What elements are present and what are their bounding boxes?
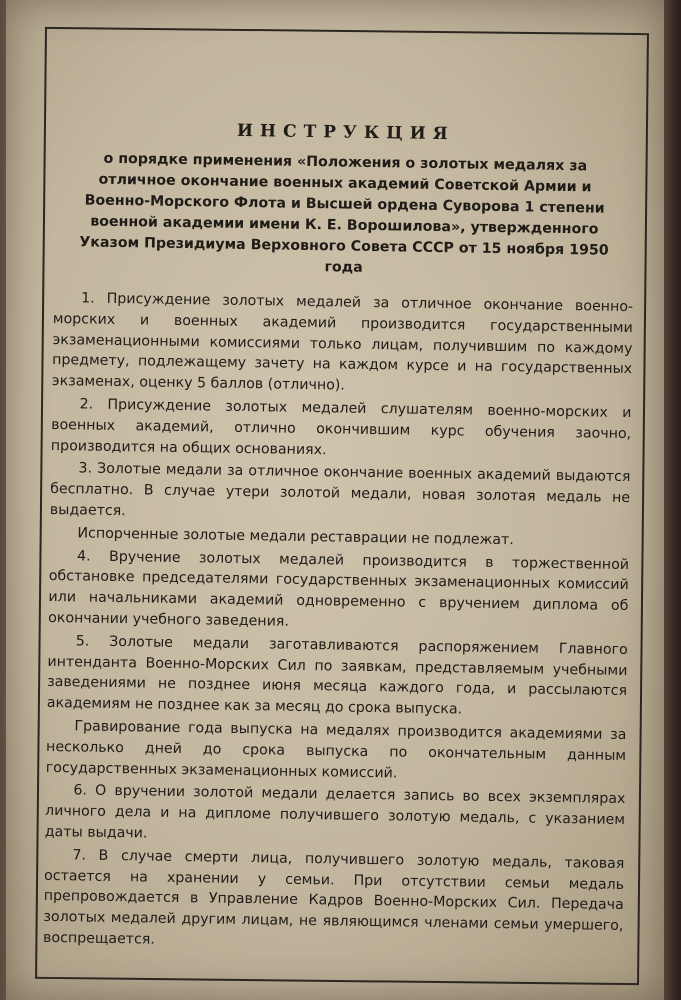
paragraph-1: 1. Присуждение золотых медалей за отличное окончание военно-морских и военных академий производится государственными экзаменационными комиссиями только лицам, получившим по каждому предмету, подлежащему зачету на каждом курсе и на государственных экзаменах, оценку 5 баллов (отлично).	[51, 290, 634, 394]
book-edge	[661, 0, 681, 1000]
paragraph-6: 6. О вручении золотой медали делается запись во всех экземплярах личного дела и на дипломе получившего золотую медаль, с указанием даты выдачи.	[44, 782, 626, 842]
paragraph-5: 5. Золотые медали заготавливаются распоряжением Главного интенданта Военно-Морских Сил по заявкам, представляемым учебными заведениями не позднее июня месяца каждого года, и рассылаются академиям не позднее как за месяц до срока выпуска.	[46, 633, 628, 718]
document-subtitle: о порядке применения «Положения о золотых медалях за отличное окончание военных академий Советской Армии и Военно-Морского Флота и Высшей ордена Суворова 1 степени военной академии имени К. Е. Ворошилова», утвержденного Указом Президиума Верховного Совета СССР от 15 ноября 1950 года	[79, 150, 609, 276]
paragraph-3-note: Испорченные золотые медали реставрации не подлежат.	[77, 525, 514, 549]
document-title: ИНСТРУКЦИЯ	[236, 120, 455, 145]
document-body	[43, 118, 636, 960]
paragraph-5-note: Гравирование года выпуска на медалях производится академиями за несколько дней до срока выпуска по окончательным данным государственных экзаменационных комиссий.	[45, 718, 627, 781]
paragraph-2: 2. Присуждение золотых медалей слушателям военно-морских и военных академий, отлично окончившим курс обучения заочно, производится на общих основаниях.	[50, 396, 632, 458]
paragraph-4: 4. Вручение золотых медалей производится в торжественной обстановке председателями государственных экзаменационных комиссий или начальниками академий одновременно с вручением диплома об окончании учебного заведения.	[48, 547, 630, 630]
paragraph-7: 7. В случае смерти лица, получившего золотую медаль, таковая остается на хранении у семьи. При отсутствии семьи медаль препровождается в Управление Кадров Военно-Морских Сил. Передача золотых медалей другим лицам, не являющимся членами семьи умершего, воспрещается.	[42, 847, 625, 948]
paragraph-3: 3. Золотые медали за отличное окончание военных академий выдаются бесплатно. В случае утери золотой медали, новая золотая медаль не выдается.	[49, 460, 631, 520]
